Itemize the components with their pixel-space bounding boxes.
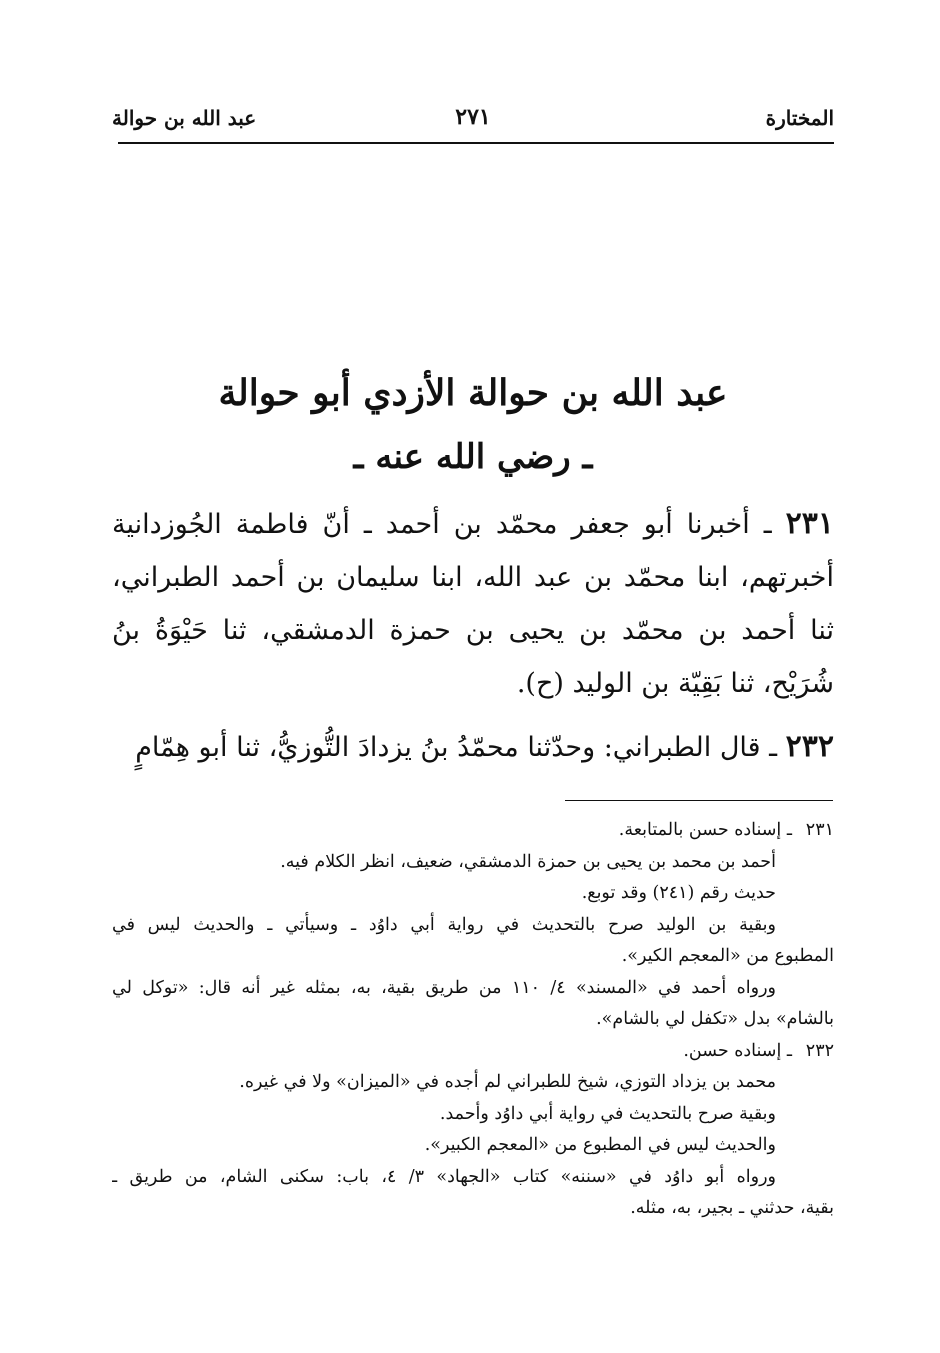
footnote-line: ورواه أبو داوُد في «سننه» كتاب «الجهاد» ٣/ ٤، باب: سكنى الشام، من طريق ـ xyxy=(112,1166,776,1187)
footnote-line: ورواه أحمد في «المسند» ٤/ ١١٠ من طريق بقية، به، بمثله غير أنه قال: «توكل لي xyxy=(112,977,776,998)
footnote-number: ٢٣٢ xyxy=(805,1040,834,1061)
running-head-book: المختارة xyxy=(765,106,834,130)
footnote-line: بالشام» بدل «تكفل لي بالشام». xyxy=(596,1009,834,1029)
footnote-line: والحديث ليس في المطبوع من «المعجم الكبير». xyxy=(424,1135,776,1155)
hadith-232 xyxy=(112,720,834,774)
hadith-text: ـ قال الطبراني: وحدّثنا محمّدُ بنُ يزدادَ التُّوزيُّ، ثنا أبو هِمّامٍ xyxy=(135,732,778,763)
hadith-text: ـ أخبرنا أبو جعفر محمّد بن أحمد ـ أنّ فاطمة الجُوزدانية أخبرتهم، ابنا محمّد بن عبد الله، ابنا سليمان بن أحمد الطبراني، ثنا أحمد بن محمّد بن يحيى بن حمزة الدمشقي، ثنا حَيْوَةُ بنُ شُرَيْح، ثنا بَقِيّة بن الوليد (ح). xyxy=(112,509,834,699)
footnotes xyxy=(112,815,834,1225)
hadith-number: ٢٣١ xyxy=(785,506,834,541)
footnote-line: أحمد بن محمد بن يحيى بن حمزة الدمشقي، ضعيف، انظر الكلام فيه. xyxy=(280,851,776,872)
footnote-rule xyxy=(565,800,833,801)
footnote-line: وبقية صرح بالتحديث في رواية أبي داوُد وأحمد. xyxy=(439,1103,776,1124)
hadith-number: ٢٣٢ xyxy=(785,729,834,764)
footnote-line: وبقية بن الوليد صرح بالتحديث في رواية أبي داوُد ـ وسيأتي ـ والحديث ليس في xyxy=(112,914,776,935)
footnote-line: بقية، حدثني ـ بجير، به، مثله. xyxy=(630,1198,834,1218)
footnote-232-head xyxy=(112,1036,834,1068)
footnote-line: المطبوع من «المعجم الكير». xyxy=(621,946,834,966)
chapter-subtitle: ـ رضي الله عنه ـ xyxy=(353,437,593,477)
footnote-line: حديث رقم (٢٤١) وقد توبع. xyxy=(581,883,776,903)
running-head-chapter: عبد الله بن حوالة xyxy=(112,106,257,130)
page-header xyxy=(112,104,834,142)
footnote-line: ـ إسناده حسن. xyxy=(683,1040,792,1061)
hadith-231 xyxy=(112,497,834,710)
header-rule xyxy=(118,142,834,144)
footnote-line: محمد بن يزداد التوزي، شيخ للطبراني لم أجده في «الميزان» ولا في غيره. xyxy=(239,1072,776,1092)
footnote-line: ـ إسناده حسن بالمتابعة. xyxy=(618,820,792,840)
page-number: ٢٧١ xyxy=(455,104,491,130)
chapter-title: عبد الله بن حوالة الأزدي أبو حوالة xyxy=(218,372,728,414)
footnote-231-head xyxy=(112,815,834,847)
footnote-number: ٢٣١ xyxy=(805,820,834,840)
